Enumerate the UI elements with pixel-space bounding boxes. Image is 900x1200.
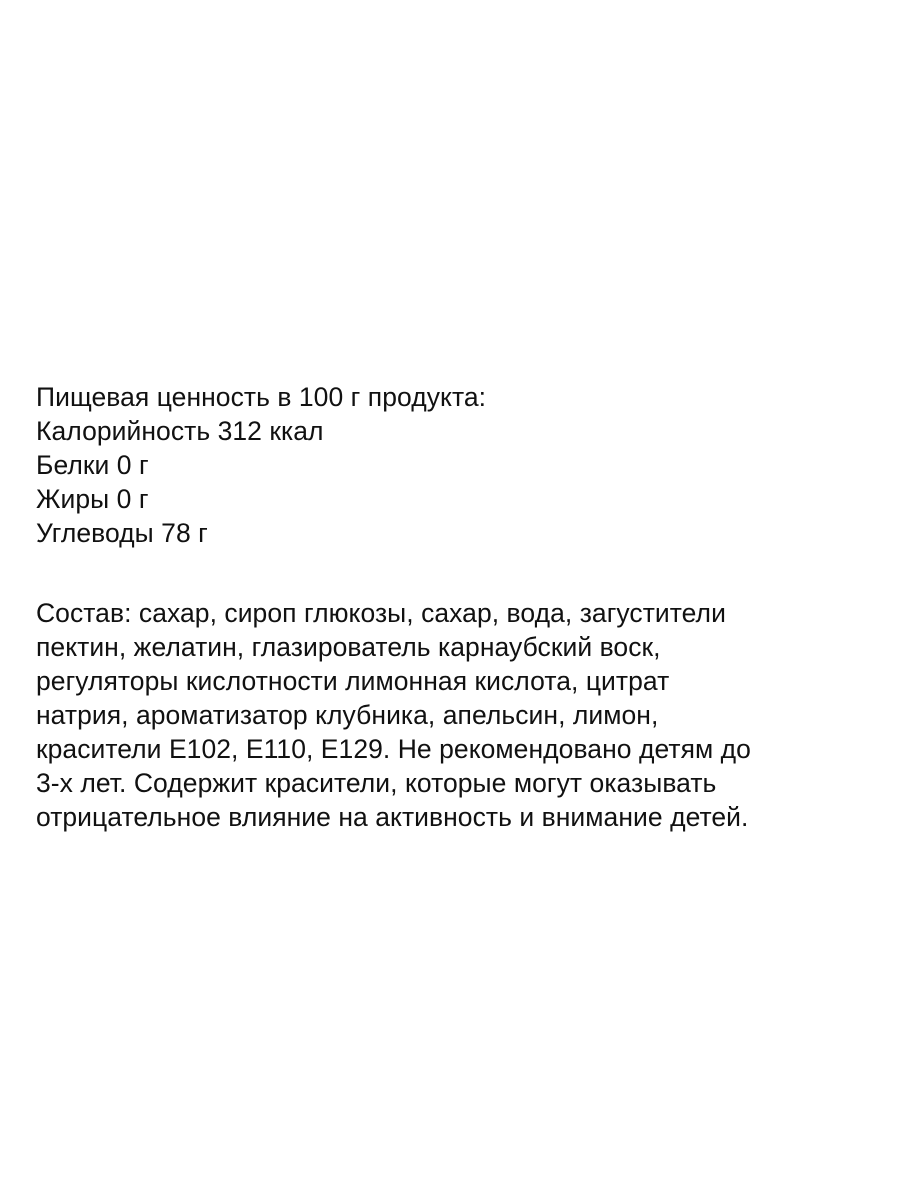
- composition-line: пектин, желатин, глазирователь карнаубский воск,: [36, 632, 661, 662]
- nutrition-facts-block: [36, 380, 876, 550]
- fats-line: Жиры 0 г: [36, 484, 149, 514]
- composition-line: красители Е102, Е110, Е129. Не рекомендовано детям до: [36, 734, 751, 764]
- proteins-line: Белки 0 г: [36, 450, 149, 480]
- calories-line: Калорийность 312 ккал: [36, 416, 324, 446]
- carbohydrates-line: Углеводы 78 г: [36, 518, 208, 548]
- composition-block: [36, 596, 876, 834]
- composition-line: регуляторы кислотности лимонная кислота, цитрат: [36, 666, 670, 696]
- composition-line: Состав: сахар, сироп глюкозы, сахар, вода, загустители: [36, 598, 726, 628]
- composition-line: отрицательное влияние на активность и внимание детей.: [36, 802, 749, 832]
- nutrition-heading: Пищевая ценность в 100 г продукта:: [36, 382, 487, 412]
- product-label-text: [36, 380, 876, 834]
- composition-line: натрия, ароматизатор клубника, апельсин, лимон,: [36, 700, 659, 730]
- composition-line: 3-х лет. Содержит красители, которые могут оказывать: [36, 768, 717, 798]
